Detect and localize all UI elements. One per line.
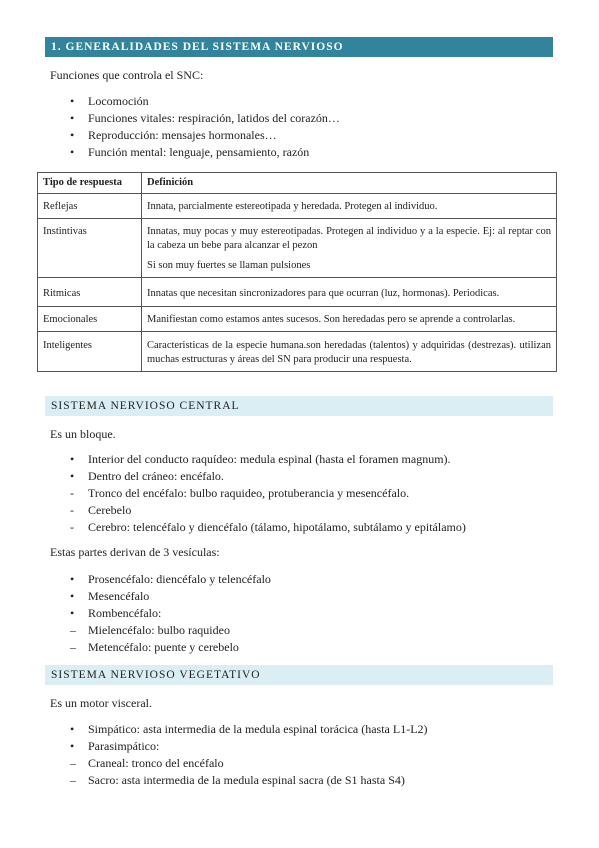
dash-marker: – (70, 756, 76, 770)
section-heading-snc: SISTEMA NERVIOSO CENTRAL (45, 396, 553, 416)
list-item-text: Tronco del encéfalo: bulbo raquideo, protuberancia y mesencéfalo. (88, 486, 410, 500)
list-item (70, 468, 466, 485)
bullet-marker: • (70, 572, 75, 586)
row-definition (142, 307, 557, 332)
bullet-marker: • (70, 94, 75, 108)
list-item-text: Prosencéfalo: diencéfalo y telencéfalo (88, 572, 271, 586)
list-item (70, 721, 428, 738)
list-item (70, 639, 271, 656)
list-item (70, 502, 466, 519)
list-item (70, 519, 466, 536)
list-item-text: Locomoción (88, 94, 149, 108)
bullet-marker: • (70, 469, 75, 483)
list-item-text: Dentro del cráneo: encéfalo. (88, 469, 224, 483)
list-item (70, 144, 340, 161)
list-item-text: Función mental: lenguaje, pensamiento, razón (88, 145, 310, 159)
list-item-text: Reproducción: mensajes hormonales… (88, 128, 277, 142)
definition-text: Caracteristicas de la especie humana.son heredadas (talentos) y adquiridas (destrezas). utilizan muchas estructuras y áreas del SN para producir una respuesta. (147, 340, 551, 365)
definition-text: Innatas que necesitan sincronizadores para que ocurran (luz, hormonas). Periodicas. (147, 288, 500, 299)
list-item (70, 485, 466, 502)
list-item-text: Parasimpático: (88, 739, 160, 753)
row-type: Reflejas (38, 194, 142, 219)
dash-marker: - (70, 520, 74, 534)
row-type: Inteligentes (38, 332, 142, 372)
list-item (70, 571, 271, 588)
row-definition (142, 278, 557, 307)
row-definition (142, 194, 557, 219)
section2-list (70, 451, 466, 536)
row-type: Ritmicas (38, 278, 142, 307)
list-item-text: Rombencéfalo: (88, 606, 162, 620)
section2-intro2: Estas partes derivan de 3 vesículas: (50, 545, 220, 559)
section-heading-snv: SISTEMA NERVIOSO VEGETATIVO (45, 665, 553, 685)
list-item-text: Metencéfalo: puente y cerebelo (88, 640, 239, 654)
section3-list (70, 721, 428, 789)
bullet-marker: • (70, 128, 75, 142)
list-item-text: Sacro: asta intermedia de la medula espinal sacra (de S1 hasta S4) (88, 773, 405, 787)
section2-intro: Es un bloque. (50, 427, 116, 441)
list-item (70, 588, 271, 605)
section-heading-generalidades: 1. GENERALIDADES DEL SISTEMA NERVIOSO (45, 37, 553, 57)
list-item-text: Cerebro: telencéfalo y diencéfalo (tálamo, hipotálamo, subtálamo y epitálamo) (88, 520, 466, 534)
table-row (38, 194, 557, 219)
section2-list2 (70, 571, 271, 656)
list-item-text: Simpático: asta intermedia de la medula espinal torácica (hasta L1-L2) (88, 722, 428, 736)
bullet-marker: • (70, 722, 75, 736)
table-row (38, 219, 557, 278)
section1-intro: Funciones que controla el SNC: (50, 68, 204, 82)
bullet-marker: • (70, 452, 75, 466)
table-row (38, 332, 557, 372)
list-item (70, 738, 428, 755)
list-item-text: Cerebelo (88, 503, 132, 517)
header-definicion: Definición (142, 173, 557, 194)
definition-text: Innata, parcialmente estereotipada y heredada. Protegen al individuo. (147, 201, 438, 212)
list-item (70, 622, 271, 639)
bullet-marker: • (70, 111, 75, 125)
definition-text: Innatas, muy pocas y muy estereotipadas. Protegen al individuo y a la especie. Ej: al reptar con la cabeza un bebe para alcanzar el pezon (147, 226, 551, 251)
definition-text: Si son muy fuertes se llaman pulsiones (147, 260, 311, 271)
list-item-text: Funciones vitales: respiración, latidos del corazón… (88, 111, 340, 125)
list-item-text: Mesencéfalo (88, 589, 150, 603)
row-type: Instintivas (38, 219, 142, 278)
response-types-table (37, 172, 557, 372)
row-type: Emocionales (38, 307, 142, 332)
row-definition (142, 219, 557, 278)
section3-intro: Es un motor visceral. (50, 696, 152, 710)
bullet-marker: • (70, 606, 75, 620)
dash-marker: - (70, 503, 74, 517)
list-item (70, 451, 466, 468)
dash-marker: – (70, 773, 76, 787)
header-tipo: Tipo de respuesta (38, 173, 142, 194)
table-row (38, 278, 557, 307)
bullet-marker: • (70, 145, 75, 159)
dash-marker: - (70, 486, 74, 500)
bullet-marker: • (70, 739, 75, 753)
list-item-text: Interior del conducto raquídeo: medula espinal (hasta el foramen magnum). (88, 452, 451, 466)
list-item (70, 755, 428, 772)
list-item (70, 110, 340, 127)
list-item (70, 93, 340, 110)
list-item-text: Mielencéfalo: bulbo raquideo (88, 623, 230, 637)
list-item (70, 772, 428, 789)
dash-marker: – (70, 623, 76, 637)
list-item (70, 605, 271, 622)
row-definition (142, 332, 557, 372)
list-item-text: Craneal: tronco del encéfalo (88, 756, 224, 770)
table-row (38, 307, 557, 332)
bullet-marker: • (70, 589, 75, 603)
section1-list (70, 93, 340, 161)
table-header-row (38, 173, 557, 194)
list-item (70, 127, 340, 144)
dash-marker: – (70, 640, 76, 654)
definition-text: Manifiestan como estamos antes sucesos. Son heredadas pero se aprende a controlarlas. (147, 314, 516, 325)
